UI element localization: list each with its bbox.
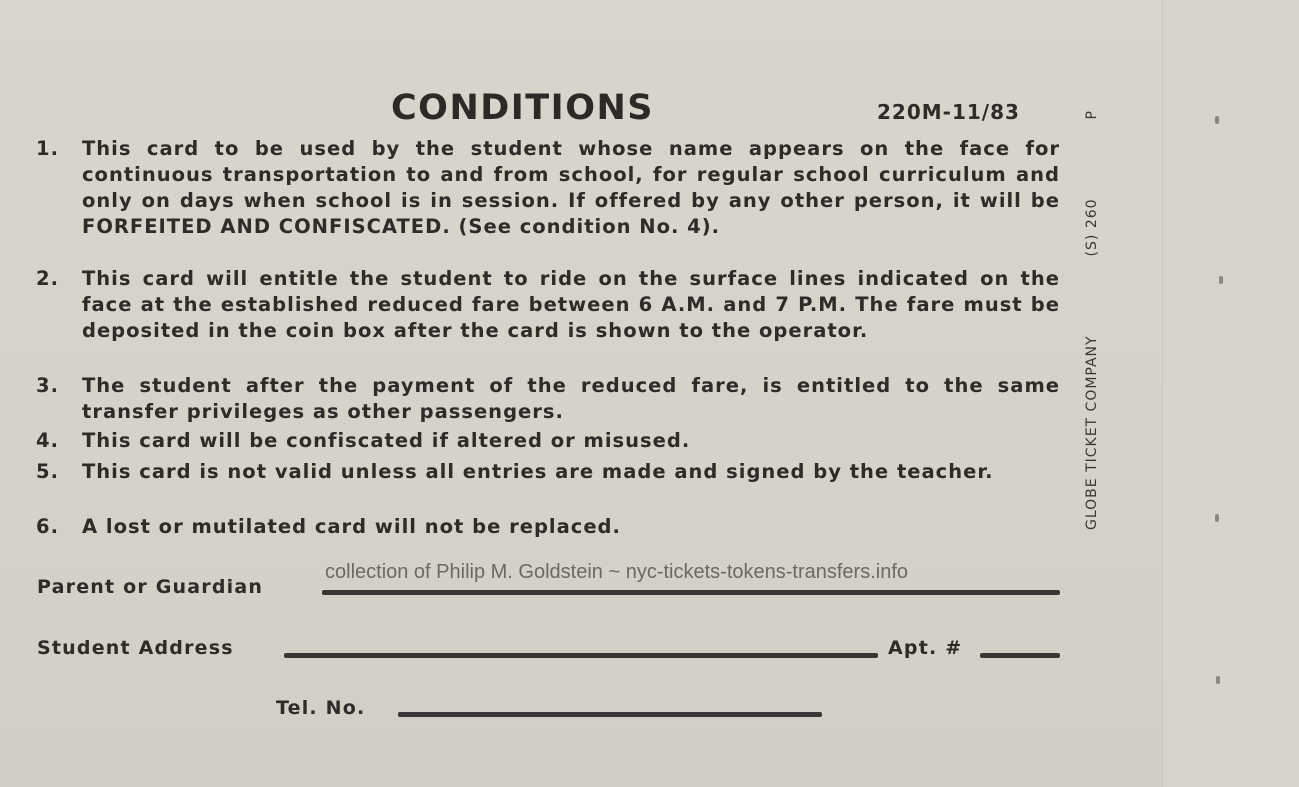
condition-item [36,373,1066,425]
condition-item [36,514,1066,540]
printer-imprint [1084,110,1104,530]
condition-item [36,428,1066,454]
perforation-hole [1215,116,1219,124]
card-stub [1162,0,1299,787]
condition-item [36,459,1066,511]
tel-label: Tel. No. [276,697,366,719]
parent-guardian-label: Parent or Guardian [37,576,264,598]
printer-letter: P [1084,110,1100,120]
condition-number: 2. [36,267,59,290]
condition-text: This card is not valid unless all entries are made and signed by the teacher. [82,460,994,483]
condition-number: 4. [36,429,59,452]
condition-item [36,136,1066,266]
condition-text: This card will entitle the student to ride on the surface lines indicated on the face at the established reduced fare between 6 A.M. and 7 P.M. The fare must be deposited in the coin box after the card is shown to the operator. [82,267,1060,342]
perforation-hole [1219,276,1223,284]
condition-text: A lost or mutilated card will not be replaced. [82,515,621,538]
perforation-hole [1215,514,1219,522]
perforation-hole [1216,676,1220,684]
condition-item [36,266,1066,370]
condition-number: 6. [36,515,59,538]
condition-number: 1. [36,137,59,160]
printer-code: (S) 260 [1084,198,1100,257]
form-number: 220M-11/83 [877,100,1020,124]
tel-line[interactable] [398,712,822,717]
printer-name: GLOBE TICKET COMPANY [1084,335,1100,530]
apt-line[interactable] [980,653,1060,658]
condition-text: This card to be used by the student whose name appears on the face for continuous transportation to and from school, for regular school curriculum and only on days when school is in session. If offered by any other person, it will be FORFEITED AND CONFISCATED. (See condition No. 4). [82,137,1060,238]
card-title: CONDITIONS [391,88,654,128]
condition-number: 5. [36,460,59,483]
apt-label: Apt. # [888,637,963,659]
student-address-label: Student Address [37,637,234,659]
condition-text: This card will be confiscated if altered or misused. [82,429,691,452]
collection-watermark: collection of Philip M. Goldstein ~ nyc-tickets-tokens-transfers.info [325,561,909,583]
condition-number: 3. [36,374,59,397]
student-address-line[interactable] [284,653,878,658]
condition-text: The student after the payment of the reduced fare, is entitled to the same transfer privileges as other passengers. [82,374,1060,423]
parent-guardian-signature-line[interactable] [322,590,1060,595]
